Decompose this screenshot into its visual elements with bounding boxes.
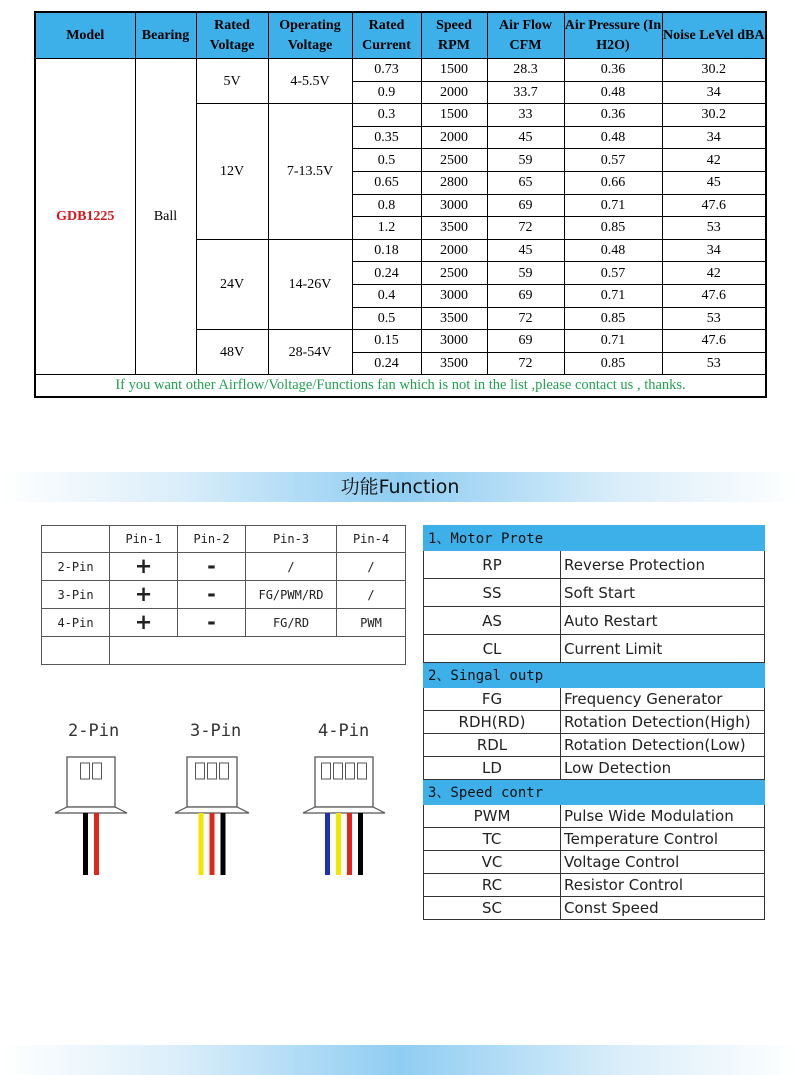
model-cell: GDB1225: [35, 59, 135, 375]
air-pressure-cell: 0.71: [564, 330, 662, 353]
speed-cell: 2000: [421, 239, 487, 262]
function-banner-title: 功能Function: [340, 476, 460, 498]
noise-cell: 34: [662, 239, 766, 262]
pin-header-cell: Pin-2: [178, 526, 246, 553]
rated-current-cell: 0.18: [352, 239, 421, 262]
air-pressure-cell: 0.57: [564, 262, 662, 285]
air-flow-cell: 72: [487, 217, 564, 240]
pin-value-cell: +: [110, 581, 178, 609]
air-pressure-cell: 0.85: [564, 352, 662, 375]
function-desc: Temperature Control: [561, 828, 765, 851]
function-row: [424, 734, 765, 757]
connector-2pin-drawing: [50, 745, 132, 880]
function-row: [424, 757, 765, 780]
header-model: Model: [35, 12, 135, 59]
air-flow-cell: 69: [487, 284, 564, 307]
operating-voltage-cell: 7-13.5V: [268, 104, 352, 240]
rated-current-cell: 0.3: [352, 104, 421, 127]
air-pressure-cell: 0.71: [564, 284, 662, 307]
header-rated-voltage: Rated Voltage: [196, 12, 268, 59]
speed-cell: 2000: [421, 81, 487, 104]
bottom-banner: [0, 1045, 800, 1075]
function-section-header: [424, 663, 765, 688]
function-row: [424, 635, 765, 663]
air-pressure-cell: 0.48: [564, 81, 662, 104]
function-desc: Rotation Detection(High): [561, 711, 765, 734]
pin-value-cell: FG/RD: [246, 609, 337, 637]
function-row: [424, 828, 765, 851]
rated-current-cell: 0.8: [352, 194, 421, 217]
rated-current-cell: 0.24: [352, 352, 421, 375]
function-desc: Rotation Detection(Low): [561, 734, 765, 757]
connector-housing: [358, 763, 367, 779]
air-pressure-cell: 0.48: [564, 239, 662, 262]
function-row: [424, 851, 765, 874]
air-flow-cell: 72: [487, 307, 564, 330]
air-flow-cell: 45: [487, 126, 564, 149]
rated-current-cell: 0.24: [352, 262, 421, 285]
air-flow-cell: 59: [487, 262, 564, 285]
rated-current-cell: 0.5: [352, 307, 421, 330]
air-pressure-cell: 0.85: [564, 217, 662, 240]
contact-note: If you want other Airflow/Voltage/Functions fan which is not in the list ,please contact us , thanks.: [35, 375, 766, 398]
connector-3pin-drawing: [170, 745, 254, 880]
air-pressure-cell: 0.36: [564, 104, 662, 127]
spec-body: [35, 59, 766, 375]
function-abbr: TC: [424, 828, 561, 851]
connector-label: 2-Pin: [68, 721, 120, 741]
function-desc: Voltage Control: [561, 851, 765, 874]
rated-voltage-cell: 24V: [196, 239, 268, 329]
noise-cell: 47.6: [662, 330, 766, 353]
connector-housing: [175, 807, 249, 813]
pin-value-cell: +: [110, 553, 178, 581]
connector-label: 4-Pin: [318, 721, 370, 741]
function-row: [424, 688, 765, 711]
spec-row: [35, 59, 766, 82]
function-abbr: LD: [424, 757, 561, 780]
function-abbr: CL: [424, 635, 561, 663]
pin-row: [42, 581, 406, 609]
function-abbr: PWM: [424, 805, 561, 828]
function-row: [424, 579, 765, 607]
connector-housing: [208, 763, 217, 779]
function-section-title: 2、Singal outp: [424, 663, 765, 688]
bearing-cell: Ball: [135, 59, 196, 375]
rated-current-cell: 0.73: [352, 59, 421, 82]
function-desc: Pulse Wide Modulation: [561, 805, 765, 828]
header-air-pressure: Air Pressure (In H2O): [564, 12, 662, 59]
noise-cell: 30.2: [662, 104, 766, 127]
connector-housing: [196, 763, 205, 779]
pin-value-cell: FG/PWM/RD: [246, 581, 337, 609]
pin-header-cell: Pin-1: [110, 526, 178, 553]
air-pressure-cell: 0.66: [564, 171, 662, 194]
function-abbr: RDH(RD): [424, 711, 561, 734]
function-abbr: VC: [424, 851, 561, 874]
function-section-title: 1、Motor Prote: [424, 526, 765, 551]
pin-blank-cell: [110, 637, 406, 665]
pin-header-row: [42, 526, 406, 553]
rated-current-cell: 0.4: [352, 284, 421, 307]
pin-type-cell: 2-Pin: [42, 553, 110, 581]
connector-housing: [303, 807, 385, 813]
pin-value-cell: PWM: [337, 609, 406, 637]
pin-value-cell: -: [178, 553, 246, 581]
function-abbr: RC: [424, 874, 561, 897]
function-abbr: FG: [424, 688, 561, 711]
function-desc: Auto Restart: [561, 607, 765, 635]
function-row: [424, 874, 765, 897]
speed-cell: 1500: [421, 59, 487, 82]
function-abbr: SS: [424, 579, 561, 607]
function-row: [424, 551, 765, 579]
connector-housing: [55, 807, 127, 813]
pin-value-cell: +: [110, 609, 178, 637]
pin-value-cell: /: [337, 553, 406, 581]
operating-voltage-cell: 14-26V: [268, 239, 352, 329]
connector-housing: [220, 763, 229, 779]
function-desc: Resistor Control: [561, 874, 765, 897]
header-operating-voltage: Operating Voltage: [268, 12, 352, 59]
header-bearing: Bearing: [135, 12, 196, 59]
pin-row: [42, 553, 406, 581]
noise-cell: 34: [662, 126, 766, 149]
pin-value-cell: -: [178, 609, 246, 637]
function-section-header: [424, 526, 765, 551]
air-flow-cell: 33.7: [487, 81, 564, 104]
function-section-title: 3、Speed contr: [424, 780, 765, 805]
function-row: [424, 805, 765, 828]
speed-cell: 2800: [421, 171, 487, 194]
speed-cell: 3000: [421, 330, 487, 353]
header-air-flow: Air Flow CFM: [487, 12, 564, 59]
pin-type-cell: 4-Pin: [42, 609, 110, 637]
pin-type-cell: 3-Pin: [42, 581, 110, 609]
function-row: [424, 607, 765, 635]
rated-voltage-cell: 5V: [196, 59, 268, 104]
pin-header-cell: Pin-4: [337, 526, 406, 553]
fan-spec-table: [34, 11, 767, 398]
operating-voltage-cell: 4-5.5V: [268, 59, 352, 104]
air-flow-cell: 59: [487, 149, 564, 172]
function-row: [424, 897, 765, 920]
rated-current-cell: 0.35: [352, 126, 421, 149]
pin-value-cell: -: [178, 581, 246, 609]
connector-label: 3-Pin: [190, 721, 242, 741]
noise-cell: 30.2: [662, 59, 766, 82]
function-row: [424, 711, 765, 734]
operating-voltage-cell: 28-54V: [268, 330, 352, 375]
pin-header-cell: [42, 526, 110, 553]
air-pressure-cell: 0.71: [564, 194, 662, 217]
speed-cell: 3000: [421, 284, 487, 307]
air-pressure-cell: 0.36: [564, 59, 662, 82]
pin-header-cell: Pin-3: [246, 526, 337, 553]
pin-table: [41, 525, 406, 665]
function-abbr: RDL: [424, 734, 561, 757]
noise-cell: 42: [662, 149, 766, 172]
noise-cell: 47.6: [662, 284, 766, 307]
function-section-header: [424, 780, 765, 805]
speed-cell: 2000: [421, 126, 487, 149]
pin-blank-cell: [42, 637, 110, 665]
air-flow-cell: 72: [487, 352, 564, 375]
noise-cell: 34: [662, 81, 766, 104]
air-flow-cell: 69: [487, 194, 564, 217]
speed-cell: 1500: [421, 104, 487, 127]
function-desc: Const Speed: [561, 897, 765, 920]
connector-housing: [93, 763, 102, 779]
function-desc: Current Limit: [561, 635, 765, 663]
connector-4pin-drawing: [298, 745, 390, 880]
air-flow-cell: 69: [487, 330, 564, 353]
connector-housing: [322, 763, 331, 779]
speed-cell: 3500: [421, 307, 487, 330]
noise-cell: 42: [662, 262, 766, 285]
rated-voltage-cell: 48V: [196, 330, 268, 375]
function-abbr: RP: [424, 551, 561, 579]
air-flow-cell: 45: [487, 239, 564, 262]
pin-row: [42, 609, 406, 637]
connector-housing: [67, 757, 115, 807]
rated-current-cell: 1.2: [352, 217, 421, 240]
pin-value-cell: /: [246, 553, 337, 581]
connector-housing: [346, 763, 355, 779]
connector-housing: [334, 763, 343, 779]
function-desc: Soft Start: [561, 579, 765, 607]
noise-cell: 53: [662, 352, 766, 375]
air-pressure-cell: 0.57: [564, 149, 662, 172]
pin-blank-row: [42, 637, 406, 665]
noise-cell: 45: [662, 171, 766, 194]
speed-cell: 2500: [421, 149, 487, 172]
air-flow-cell: 65: [487, 171, 564, 194]
air-pressure-cell: 0.85: [564, 307, 662, 330]
connector-housing: [81, 763, 90, 779]
air-flow-cell: 33: [487, 104, 564, 127]
function-desc: Frequency Generator: [561, 688, 765, 711]
air-pressure-cell: 0.48: [564, 126, 662, 149]
noise-cell: 53: [662, 217, 766, 240]
header-rated-current: Rated Current: [352, 12, 421, 59]
function-desc: Low Detection: [561, 757, 765, 780]
air-flow-cell: 28.3: [487, 59, 564, 82]
noise-cell: 53: [662, 307, 766, 330]
rated-voltage-cell: 12V: [196, 104, 268, 240]
function-desc: Reverse Protection: [561, 551, 765, 579]
pin-value-cell: /: [337, 581, 406, 609]
spec-header-row: [35, 12, 766, 59]
speed-cell: 3500: [421, 217, 487, 240]
rated-current-cell: 0.65: [352, 171, 421, 194]
noise-cell: 47.6: [662, 194, 766, 217]
rated-current-cell: 0.5: [352, 149, 421, 172]
rated-current-cell: 0.15: [352, 330, 421, 353]
speed-cell: 3000: [421, 194, 487, 217]
speed-cell: 3500: [421, 352, 487, 375]
header-noise-level: Noise LeVel dBA: [662, 12, 766, 59]
function-table: [423, 525, 765, 920]
speed-cell: 2500: [421, 262, 487, 285]
function-abbr: SC: [424, 897, 561, 920]
function-abbr: AS: [424, 607, 561, 635]
rated-current-cell: 0.9: [352, 81, 421, 104]
header-speed: Speed RPM: [421, 12, 487, 59]
